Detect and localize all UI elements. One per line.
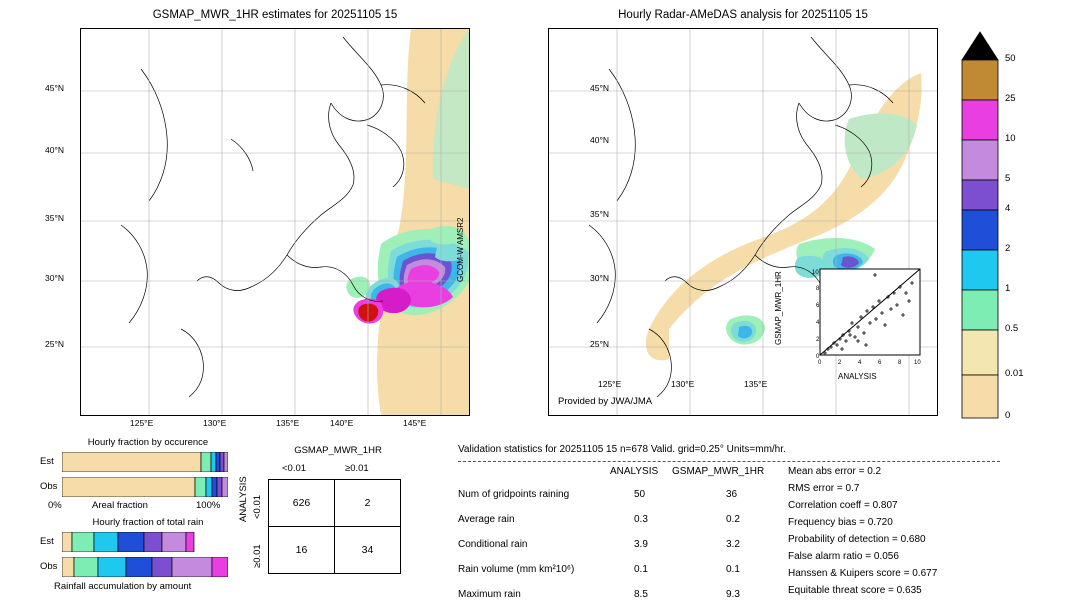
contingency-col-header-ge: ≥0.01 <box>345 463 369 474</box>
total-rain-bars-title: Hourly fraction of total rain <box>92 517 204 528</box>
left-panel-title: GSMAP_MWR_1HR estimates for 20251105 15 <box>152 9 398 21</box>
cell-ge-lt: 16 <box>269 527 335 574</box>
areal-fraction-min: 0% <box>48 500 62 511</box>
total-bar-obs-label: Obs <box>40 561 58 572</box>
right-lon-label-135: 135°E <box>744 379 768 389</box>
validation-row-gsmap-2: 3.2 <box>726 539 740 550</box>
colorbar <box>960 28 1000 418</box>
areal-fraction-max: 100% <box>196 500 221 511</box>
validation-row-label-3: Rain volume (mm km²10⁶) <box>458 564 575 575</box>
colorbar-label-10: 10 <box>1005 133 1016 144</box>
validation-row-analysis-2: 3.9 <box>634 539 648 550</box>
svg-text:10: 10 <box>914 360 921 366</box>
areal-fraction-axis-label: Areal fraction <box>92 500 148 511</box>
cell-lt-lt: 626 <box>269 480 335 527</box>
gsmap-estimate-map <box>80 28 470 416</box>
colorbar-label-1: 1 <box>1005 283 1011 294</box>
colorbar-label-25: 25 <box>1005 93 1016 104</box>
score-line-3: Frequency bias = 0.720 <box>788 517 893 528</box>
validation-row-analysis-4: 8.5 <box>634 589 648 600</box>
svg-text:10: 10 <box>812 270 819 276</box>
occurrence-bars-title: Hourly fraction by occurence <box>87 437 209 448</box>
scatter-xlabel: ANALYSIS <box>838 372 877 381</box>
validation-row-label-1: Average rain <box>458 514 515 525</box>
left-lat-label-25: 25°N <box>45 339 64 349</box>
right-lon-label-130: 130°E <box>671 379 695 389</box>
total-bar-est <box>62 532 228 552</box>
validation-col-header-gsmap: GSMAP_MWR_1HR <box>672 466 765 477</box>
table-row <box>269 480 401 527</box>
score-line-2: Correlation coeff = 0.807 <box>788 500 898 511</box>
score-line-0: Mean abs error = 0.2 <box>788 466 882 477</box>
right-lat-label-30: 30°N <box>590 273 609 283</box>
colorbar-label-0: 0 <box>1005 410 1011 421</box>
validation-divider <box>458 461 1000 462</box>
score-line-1: RMS error = 0.7 <box>788 483 860 494</box>
validation-row-analysis-3: 0.1 <box>634 564 648 575</box>
validation-row-label-4: Maximum rain <box>458 589 521 600</box>
contingency-row-axis-label: ANALYSIS <box>238 476 249 522</box>
total-bar-obs <box>62 557 228 577</box>
validation-header: Validation statistics for 20251105 15 n=678 Valid. grid=0.25° Units=mm/hr. <box>458 444 786 455</box>
colorbar-label-5: 5 <box>1005 173 1011 184</box>
left-lat-label-45: 45°N <box>45 83 64 93</box>
contingency-title: GSMAP_MWR_1HR <box>294 445 382 456</box>
svg-text:0: 0 <box>816 354 820 360</box>
left-lat-label-35: 35°N <box>45 213 64 223</box>
score-line-5: False alarm ratio = 0.056 <box>788 551 899 562</box>
occurrence-bar-obs-label: Obs <box>40 481 58 492</box>
score-line-7: Equitable threat score = 0.635 <box>788 585 922 596</box>
colorbar-label-2: 2 <box>1005 243 1011 254</box>
accumulation-axis-title: Rainfall accumulation by amount <box>54 581 192 592</box>
contingency-row-header-ge: ≥0.01 <box>252 544 263 568</box>
validation-row-analysis-1: 0.3 <box>634 514 648 525</box>
right-lat-label-35: 35°N <box>590 209 609 219</box>
svg-text:6: 6 <box>878 360 882 366</box>
colorbar-label-50: 50 <box>1005 53 1016 64</box>
left-lon-label-130: 130°E <box>203 418 227 428</box>
right-lat-label-25: 25°N <box>590 339 609 349</box>
svg-text:2: 2 <box>838 360 842 366</box>
validation-row-gsmap-4: 9.3 <box>726 589 740 600</box>
cell-lt-ge: 2 <box>335 480 401 527</box>
svg-text:6: 6 <box>816 303 820 309</box>
occurrence-bar-est-label: Est <box>40 456 54 467</box>
svg-text:2: 2 <box>816 337 820 343</box>
left-lat-label-30: 30°N <box>45 273 64 283</box>
score-line-6: Hanssen & Kuipers score = 0.677 <box>788 568 938 579</box>
occurrence-bar-est <box>62 452 228 472</box>
validation-row-gsmap-0: 36 <box>726 489 738 500</box>
left-lon-label-125: 125°E <box>130 418 154 428</box>
right-panel-title: Hourly Radar-AMeDAS analysis for 20251105 15 <box>618 9 868 21</box>
left-lon-label-140: 140°E <box>330 418 354 428</box>
sensor-note: GCOM-W AMSR2 <box>456 217 465 282</box>
right-lat-label-45: 45°N <box>590 83 609 93</box>
colorbar-label-0p01: 0.01 <box>1005 368 1024 379</box>
provided-by-label: Provided by JWA/JMA <box>558 396 653 407</box>
contingency-row-header-lt: <0.01 <box>252 494 263 519</box>
validation-row-gsmap-3: 0.1 <box>726 564 740 575</box>
occurrence-bar-obs <box>62 477 228 497</box>
contingency-col-header-lt: <0.01 <box>282 463 307 474</box>
svg-text:4: 4 <box>858 360 862 366</box>
scatter-inset <box>804 267 922 375</box>
validation-row-label-2: Conditional rain <box>458 539 528 550</box>
left-lon-label-135: 135°E <box>276 418 300 428</box>
validation-col-header-analysis: ANALYSIS <box>610 466 659 477</box>
scatter-ylabel: GSMAP_MWR_1HR <box>774 271 783 345</box>
total-bar-est-label: Est <box>40 536 54 547</box>
cell-ge-ge: 34 <box>335 527 401 574</box>
score-line-4: Probability of detection = 0.680 <box>788 534 926 545</box>
left-lat-label-40: 40°N <box>45 145 64 155</box>
contingency-table <box>268 479 401 574</box>
right-lat-label-40: 40°N <box>590 135 609 145</box>
validation-row-analysis-0: 50 <box>634 489 646 500</box>
svg-text:0: 0 <box>818 360 822 366</box>
right-lon-label-125: 125°E <box>598 379 622 389</box>
colorbar-label-4: 4 <box>1005 203 1011 214</box>
validation-row-label-0: Num of gridpoints raining <box>458 489 570 500</box>
svg-text:8: 8 <box>898 360 902 366</box>
colorbar-label-0p5: 0.5 <box>1005 323 1019 334</box>
validation-row-gsmap-1: 0.2 <box>726 514 740 525</box>
svg-text:4: 4 <box>816 320 820 326</box>
svg-text:8: 8 <box>816 286 820 292</box>
table-row <box>269 527 401 574</box>
left-lon-label-145: 145°E <box>403 418 427 428</box>
